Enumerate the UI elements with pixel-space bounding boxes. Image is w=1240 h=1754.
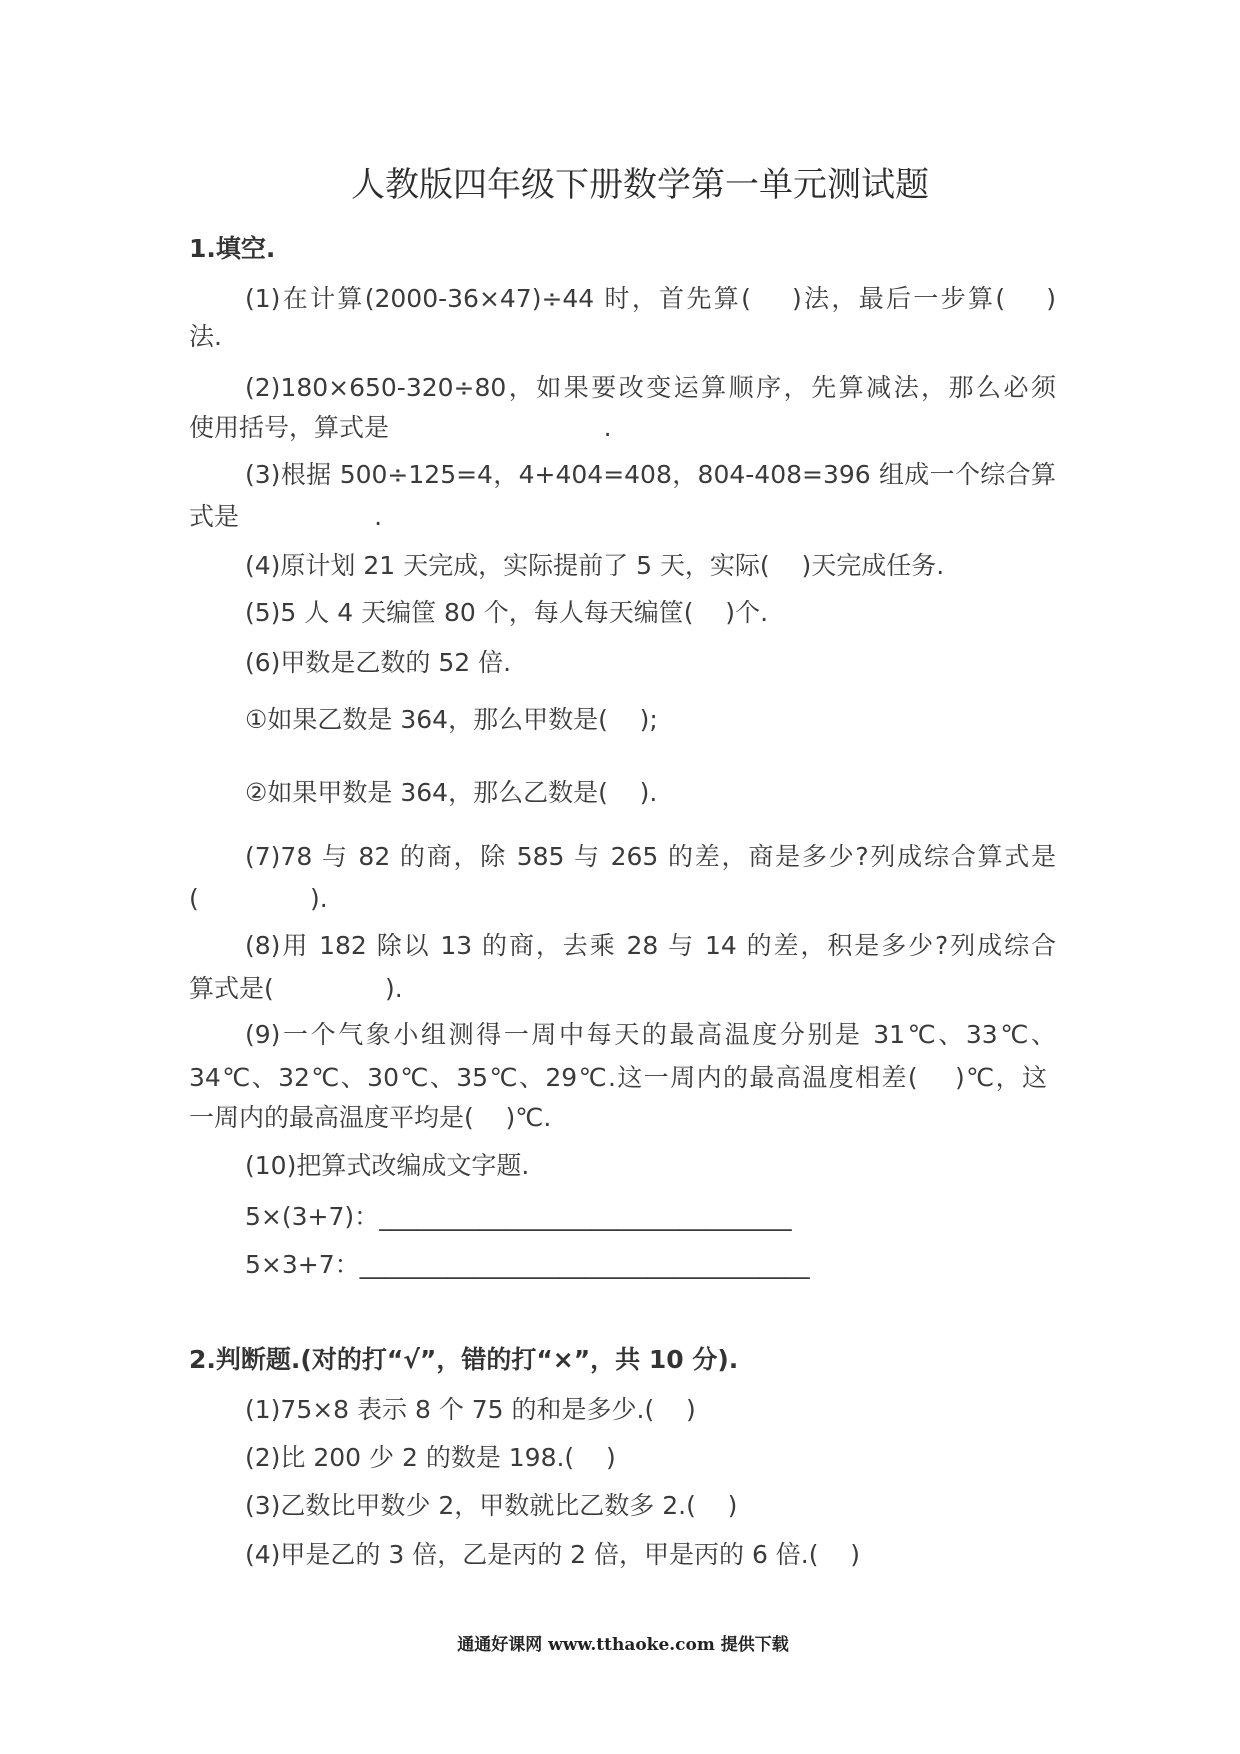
page-title: 人教版四年级下册数学第一单元测试题 <box>351 165 929 205</box>
question-1-line-1: (1)在计算(2000-36×47)÷44 时，首先算( )法，最后一步算( ) <box>245 284 1056 313</box>
question-6: (6)甲数是乙数的 52 倍. <box>245 648 512 677</box>
question-6-part-2: ②如果甲数是 364，那么乙数是( ). <box>245 778 658 807</box>
question-10-expression-2: 5×3+7：____________________________________ <box>245 1250 810 1279</box>
question-8-line-2: 算式是( ). <box>189 974 403 1003</box>
page-footer: 通通好课网 www.tthaoke.com 提供下载 <box>457 1635 789 1655</box>
section-2-heading: 2.判断题.(对的打“√”，错的打“×”，共 10 分). <box>189 1345 739 1374</box>
question-7-line-1: (7)78 与 82 的商，除 585 与 265 的差，商是多少?列成综合算式是 <box>245 842 1056 871</box>
question-2-line-1: (2)180×650-320÷80，如果要改变运算顺序，先算减法，那么必须 <box>245 373 1056 402</box>
judgement-3: (3)乙数比甲数少 2，甲数就比乙数多 2.( ) <box>245 1491 738 1520</box>
question-3-line-1: (3)根据 500÷125=4，4+404=408，804-408=396 组成一个综合算 <box>245 460 1056 489</box>
question-8-line-1: (8)用 182 除以 13 的商，去乘 28 与 14 的差，积是多少?列成综合 <box>245 931 1056 960</box>
question-9-line-1: (9)一个气象小组测得一周中每天的最高温度分别是 31℃、33℃、 <box>245 1020 1056 1049</box>
question-2-line-2: 使用括号，算式是 . <box>189 413 612 442</box>
question-10-expression-1: 5×(3+7)：_________________________________ <box>245 1202 792 1231</box>
question-1-line-2: 法. <box>189 322 222 351</box>
question-10: (10)把算式改编成文字题. <box>245 1151 530 1180</box>
question-9-line-3: 一周内的最高温度平均是( )℃. <box>189 1103 552 1132</box>
section-1-heading: 1.填空. <box>189 234 276 263</box>
question-7-line-2: ( ). <box>189 884 328 913</box>
judgement-1: (1)75×8 表示 8 个 75 的和是多少.( ) <box>245 1395 696 1424</box>
question-3-line-2: 式是 . <box>189 502 383 531</box>
judgement-2: (2)比 200 少 2 的数是 198.( ) <box>245 1443 616 1472</box>
question-4: (4)原计划 21 天完成，实际提前了 5 天，实际( )天完成任务. <box>245 551 945 580</box>
judgement-4: (4)甲是乙的 3 倍，乙是丙的 2 倍，甲是丙的 6 倍.( ) <box>245 1540 861 1569</box>
question-5: (5)5 人 4 天编筐 80 个，每人每天编筐( )个. <box>245 598 769 627</box>
question-6-part-1: ①如果乙数是 364，那么甲数是( ); <box>245 705 658 734</box>
question-9-line-2: 34℃、32℃、30℃、35℃、29℃.这一周内的最高温度相差( )℃，这 <box>189 1063 1047 1092</box>
